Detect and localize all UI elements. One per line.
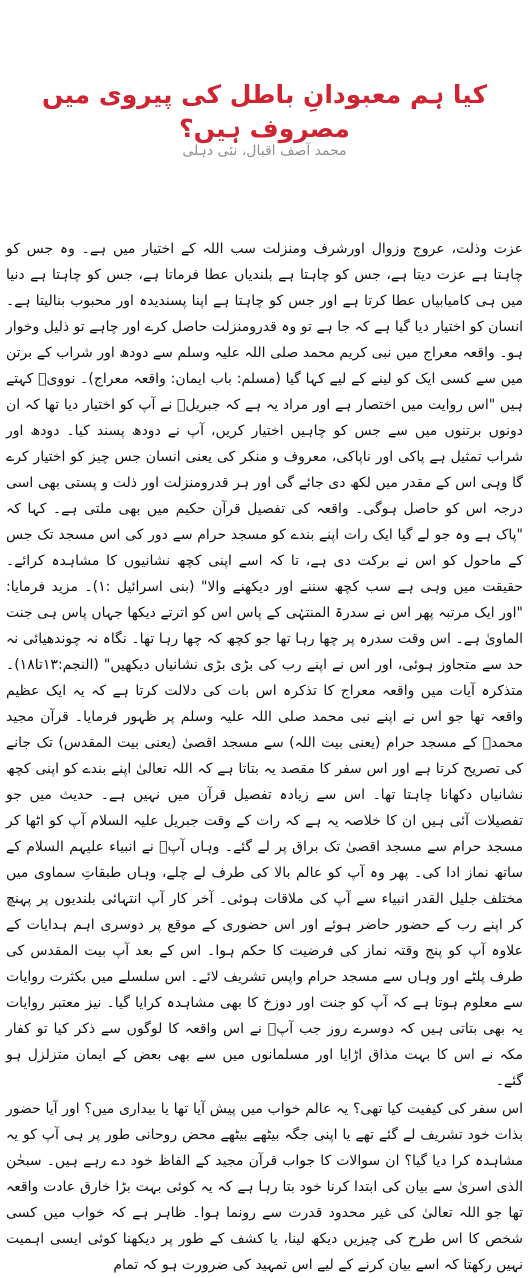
article-byline: محمد آصف اقبال، نئی دہلی — [182, 143, 347, 159]
article-paragraph: عزت وذلت، عروج وزوال اورشرف ومنزلت سب اللہ کے اختیار میں ہے۔ وہ جس کو چاہتا ہے عزت دیتا ہے، جس کو چاہتا ہے بلندیاں عطا فرماتا ہے، جس کو چاہتا ہے دنیا میں ہی کامیابیاں عطا کرتا ہے اور جس کو چاہتا ہے اپنا پسندیدہ اور محبوب بنالیتا ہے۔ انسان کو اختیار دیا گیا ہے کہ جا ہے تو وہ قدرومنزلت حاصل کرے اور چاہے تو ذلیل وخوار ہو۔ واقعہ معراج میں نبی کریم محمد صلی اللہ علیہ وسلم سے دودھ اور شراب کے برتن میں سے کسی ایک کو لینے کے لیے کہا گیا (مسلم: باب ایمان: واقعہ معراج)۔ نوویؒ کہتے ہیں "اس روایت میں اختصار ہے اور مراد یہ ہے کہ جبریلؑ نے آپ کو اختیار دیا تھا کہ ان دونوں برتنوں میں سے جس کو چاہیں اختیار کریں، آپ نے دودھ پسند کیا۔ دودھ اور شراب تمثیل ہے پاکی اور ناپاکی، معروف و منکر کی یعنی انسان جس چیز کو اختیار کرے گا وہی اس کے مقدر میں لکھ دی جائے گی اور ہر قدرومنزلت اور ذلت و پستی بھی اسی درجہ اس کو حاصل ہوگی۔ واقعہ کی تفصیل قرآن حکیم میں بھی ملتی ہے۔ کہا کہ "پاک ہے وہ جو لے گیا ایک رات اپنے بندے کو مسجد حرام سے دور کی اس مسجد تک جس کے ماحول کو اس نے برکت دی ہے، تا کہ اسے اپنی کچھ نشانیوں کا مشاہدہ کرائے۔ حقیقت میں وہی ہے سب کچھ سننے اور دیکھنے والا" (بنی اسرائیل :۱)۔ مزید فرمایا: "اور ایک مرتبہ پھر اس نے سدرۃ المنتہٰی کے پاس اس کو اترتے دیکھا جہاں پاس ہی جنت الماویٰ ہے۔ اس وقت سدرہ پر چھا رہا تھا جو کچھ کہ چھا رہا تھا۔ نگاہ نہ چوندھیائی نہ حد سے متجاوز ہوئی، اور اس نے اپنے رب کی بڑی بڑی نشانیاں دیکھیں" (النجم:۱۳تا۱۸)۔ متذکرہ آیات میں واقعہ معراج کا تذکرہ اس بات کی دلالت کرتا ہے کہ یہ ایک عظیم واقعہ تھا جو اس نے اپنے نبی محمد صلی اللہ علیہ وسلم پر ظہور فرمایا۔ قرآن مجید محمدؐ کے مسجد حرام (یعنی بیت اللہ) سے مسجد اقصیٰ (یعنی بیت المقدس) تک جانے کی تصریح کرتا ہے اور اس سفر کا مقصد یہ بتاتا ہے کہ اللہ تعالیٰ اپنے بندے کو اپنی کچھ نشانیاں دکھانا چاہتا تھا۔ اس سے زیادہ تفصیل قرآن میں نہیں ہے۔ حدیث میں جو تفصیلات آئی ہیں ان کا خلاصہ یہ ہے کہ رات کے وقت جبریل علیہ السلام آپ کو اٹھا کر مسجد حرام سے مسجد اقصیٰ تک براق پر لے گئے۔ وہاں آپؐ نے انبیاء علیہم السلام کے ساتھ نماز ادا کی۔ پھر وہ آپ کو عالم بالا کی طرف لے چلے، وہاں طبقاتِ سماوی میں مختلف جلیل القدر انبیاء سے آپ کی ملاقات ہوئی۔ آخر کار آپ انتہائی بلندیوں پر پہنچ کر اپنے رب کے حضور حاضر ہوئے اور اس حضوری کے موقع پر دوسری اہم ہدایات کے علاوہ آپ کو پنج وقتہ نماز کی فرضیت کا حکم ہوا۔ اس کے بعد آپ بیت المقدس کی طرف پلٹے اور وہاں سے مسجد حرام واپس تشریف لائے۔ اس سلسلے میں بکثرت روایات سے معلوم ہوتا ہے کہ آپ کو جنت اور دوزخ کا بھی مشاہدہ کرایا گیا۔ نیز معتبر روایات یہ بھی بتاتی ہیں کہ دوسرے روز جب آپؐ نے اس واقعہ کا لوگوں سے ذکر کیا تو کفار مکہ نے اس کا بہت مذاق اڑایا اور مسلمانوں میں سے بھی بعض کے ایمان متزلزل ہو گئے۔ — [6, 241, 523, 1089]
article-body — [6, 236, 523, 1273]
article-title: کیا ہم معبودانِ باطل کی پیروی میں مصروف ہیں؟ — [41, 80, 488, 143]
article-paragraph: اس سفر کی کیفیت کیا تھی؟ یہ عالم خواب میں پیش آیا تھا یا بیداری میں؟ اور آیا حضور بذات خود تشریف لے گئے تھے یا اپنی جگہ بیٹھے بیٹھے محض روحانی طور پر ہی آپ کو یہ مشاہدہ کرا دیا گیا؟ ان سوالات کا جواب قرآن مجید کے الفاظ خود دے رہے ہیں۔ سبحٰن الذی اسریٰ سے بیان کی ابتدا کرنا خود بتا رہا ہے کہ یہ کوئی بہت بڑا خارق عادت واقعہ تھا جو اللہ تعالیٰ کی غیر محدود قدرت سے رونما ہوا۔ ظاہر ہے کہ خواب میں کسی شخص کا اس طرح کی چیزیں دیکھ لینا، یا کشف کے طور پر دیکھنا کوئی ایسی اہمیت نہیں رکھتا کہ اسے بیان کرنے کے لیے اس تمہید کی ضرورت ہو کہ تمام — [6, 1101, 523, 1273]
